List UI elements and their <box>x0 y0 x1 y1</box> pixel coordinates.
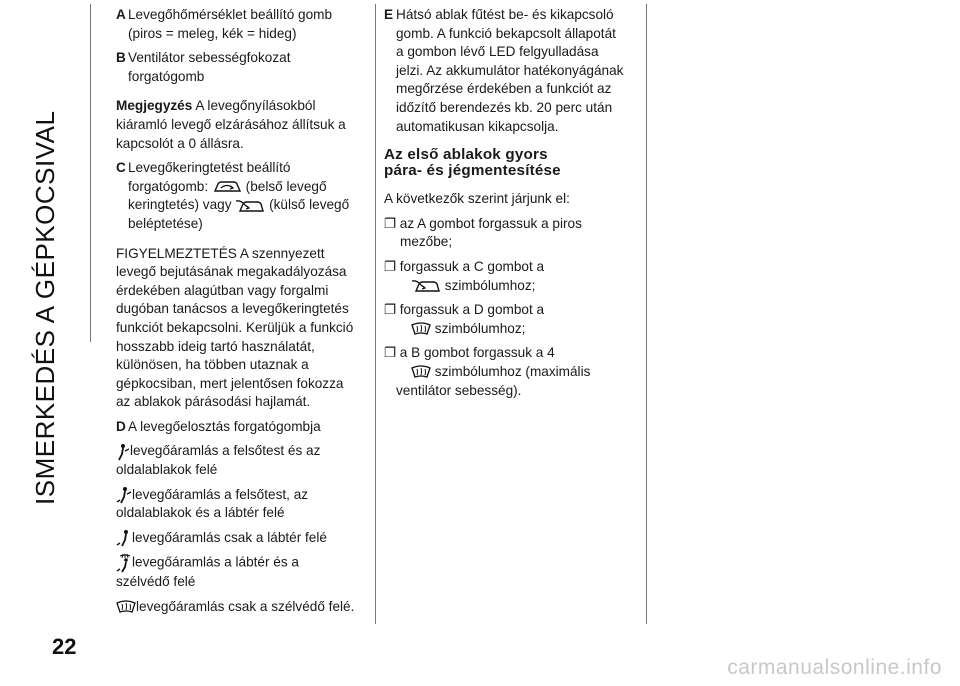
warning-line: érdekében alagútban vagy forgalmi <box>116 282 329 298</box>
mode-item <box>116 598 368 617</box>
step-item <box>384 301 642 338</box>
item-label: D <box>116 418 126 434</box>
outside-air-icon <box>235 199 265 213</box>
item-text: (belső levegő <box>241 178 327 194</box>
airflow-upper-feet-icon <box>116 486 132 504</box>
airflow-feet-icon <box>116 529 132 547</box>
item-label: B <box>116 50 126 66</box>
item-d <box>116 418 368 437</box>
item-e <box>384 6 642 136</box>
mode-text: oldalablakok felé <box>116 462 218 478</box>
step-text: mezőbe; <box>400 234 453 250</box>
note-text: kiáramló levegő elzárásához állítsuk a <box>116 116 346 132</box>
item-text: Ventilátor sebességfokozat <box>128 50 291 66</box>
item-text: keringtetés) vagy <box>128 197 232 213</box>
step-text: forgassuk a D gombot a <box>399 302 545 318</box>
step-item <box>384 258 642 295</box>
item-text: (külső levegő <box>265 197 350 213</box>
item-text: Hátsó ablak fűtést be- és kikapcsoló <box>396 7 614 22</box>
warning-line: dugóban tanácsos a levegőkeringtetés <box>116 301 349 317</box>
warning-line: levegő bejutásának megakadályozása <box>116 264 347 280</box>
checkbox-bullet-icon: ❐ <box>384 302 397 318</box>
note-paragraph <box>116 97 368 153</box>
watermark: carmanualsonline.info <box>727 656 942 679</box>
column-divider <box>375 4 376 624</box>
intro-text: A következők szerint járjunk el: <box>384 191 570 207</box>
checkbox-bullet-icon: ❐ <box>384 345 397 361</box>
step-text: szimbólumhoz; <box>444 277 536 293</box>
item-text: a gombon lévő LED felgyulladása <box>396 44 599 60</box>
item-label: C <box>116 160 126 176</box>
column-divider-right <box>646 4 647 624</box>
warning-paragraph <box>116 245 368 412</box>
windscreen-defrost-icon <box>411 322 431 336</box>
step-text: forgassuk a C gombot a <box>399 258 545 274</box>
item-text: automatikusan kikapcsolja. <box>396 118 559 134</box>
step-text: az A gombot forgassuk a piros <box>399 215 582 231</box>
warning-line: hosszabb ideig tartó használatát, <box>116 338 315 354</box>
warning-line: FIGYELMEZTETÉS A szennyezett <box>116 245 325 261</box>
checkbox-bullet-icon: ❐ <box>384 215 397 231</box>
step-text: szimbólumhoz (maximális <box>434 363 591 379</box>
item-text: időzítő berendezés kb. 20 perc után <box>396 99 613 115</box>
mode-text: levegőáramlás csak a lábtér felé <box>132 529 327 545</box>
step-text: a B gombot forgassuk a 4 <box>399 345 555 361</box>
mode-text: levegőáramlás a felsőtest és az <box>130 443 321 459</box>
warning-line: funkciót bekapcsolni. Kerüljük a funkció <box>116 319 354 335</box>
airflow-feet-windscreen-icon <box>116 553 132 573</box>
checkbox-bullet-icon: ❐ <box>384 258 397 274</box>
item-c <box>116 159 368 233</box>
warning-line: különösen, ha többen utaznak a <box>116 357 309 373</box>
warning-line: az ablakok párásodási hajlamát. <box>116 394 311 410</box>
note-text: kapcsolót a 0 állásra. <box>116 135 244 151</box>
side-divider <box>90 4 91 342</box>
item-label: A <box>116 7 126 22</box>
mode-item <box>116 486 368 523</box>
item-text: (piros = meleg, kék = hideg) <box>128 25 297 41</box>
mode-item <box>116 529 368 548</box>
right-column <box>384 6 642 400</box>
step-item <box>384 344 642 400</box>
item-label: E <box>384 7 394 22</box>
outside-air-icon <box>411 278 441 294</box>
airflow-upper-icon <box>116 443 130 461</box>
mode-text: levegőáramlás a felsőtest, az <box>132 486 309 502</box>
mode-text: oldalablakok és a lábtér felé <box>116 505 285 521</box>
left-column <box>116 6 368 617</box>
section-heading: Az első ablakok gyors pára- és jégmentesítése <box>384 146 561 180</box>
mode-text: levegőáramlás csak a szélvédő felé. <box>136 599 355 615</box>
mode-text: szélvédő felé <box>116 574 196 590</box>
windscreen-defrost-icon <box>411 365 431 379</box>
warning-line: gépkocsiban, mert jelentősen fokozza <box>116 375 344 391</box>
item-text: Levegőhőmérséklet beállító gomb <box>128 7 333 22</box>
note-text: A levegőnyílásokból <box>192 98 316 114</box>
mode-item <box>116 553 368 592</box>
mode-item <box>116 442 368 479</box>
item-text: beléptetése) <box>128 215 203 231</box>
step-text: szimbólumhoz; <box>434 320 526 336</box>
recirculation-icon <box>212 180 242 194</box>
item-text: A levegőelosztás forgatógombja <box>128 418 321 434</box>
page-number: 22 <box>52 634 77 659</box>
section-side-title: ISMERKEDÉS A GÉPKOCSIVAL <box>30 110 60 505</box>
step-text: ventilátor sebesség). <box>396 382 522 398</box>
item-text: jelzi. Az akkumulátor hatékonyágának <box>396 62 624 78</box>
item-text: Levegőkeringtetést beállító <box>128 160 291 176</box>
windscreen-defrost-icon <box>116 600 136 614</box>
mode-text: levegőáramlás a lábtér és a <box>132 555 299 571</box>
step-item <box>384 215 642 252</box>
note-label: Megjegyzés <box>116 98 193 114</box>
item-a <box>116 6 368 43</box>
item-text: gomb. A funkció bekapcsolt állapotát <box>396 25 616 41</box>
item-b <box>116 49 368 86</box>
item-text: megőrzése érdekében a funkciót az <box>396 81 612 97</box>
item-text: forgatógomb: <box>128 178 209 194</box>
item-text: forgatógomb <box>128 68 205 84</box>
